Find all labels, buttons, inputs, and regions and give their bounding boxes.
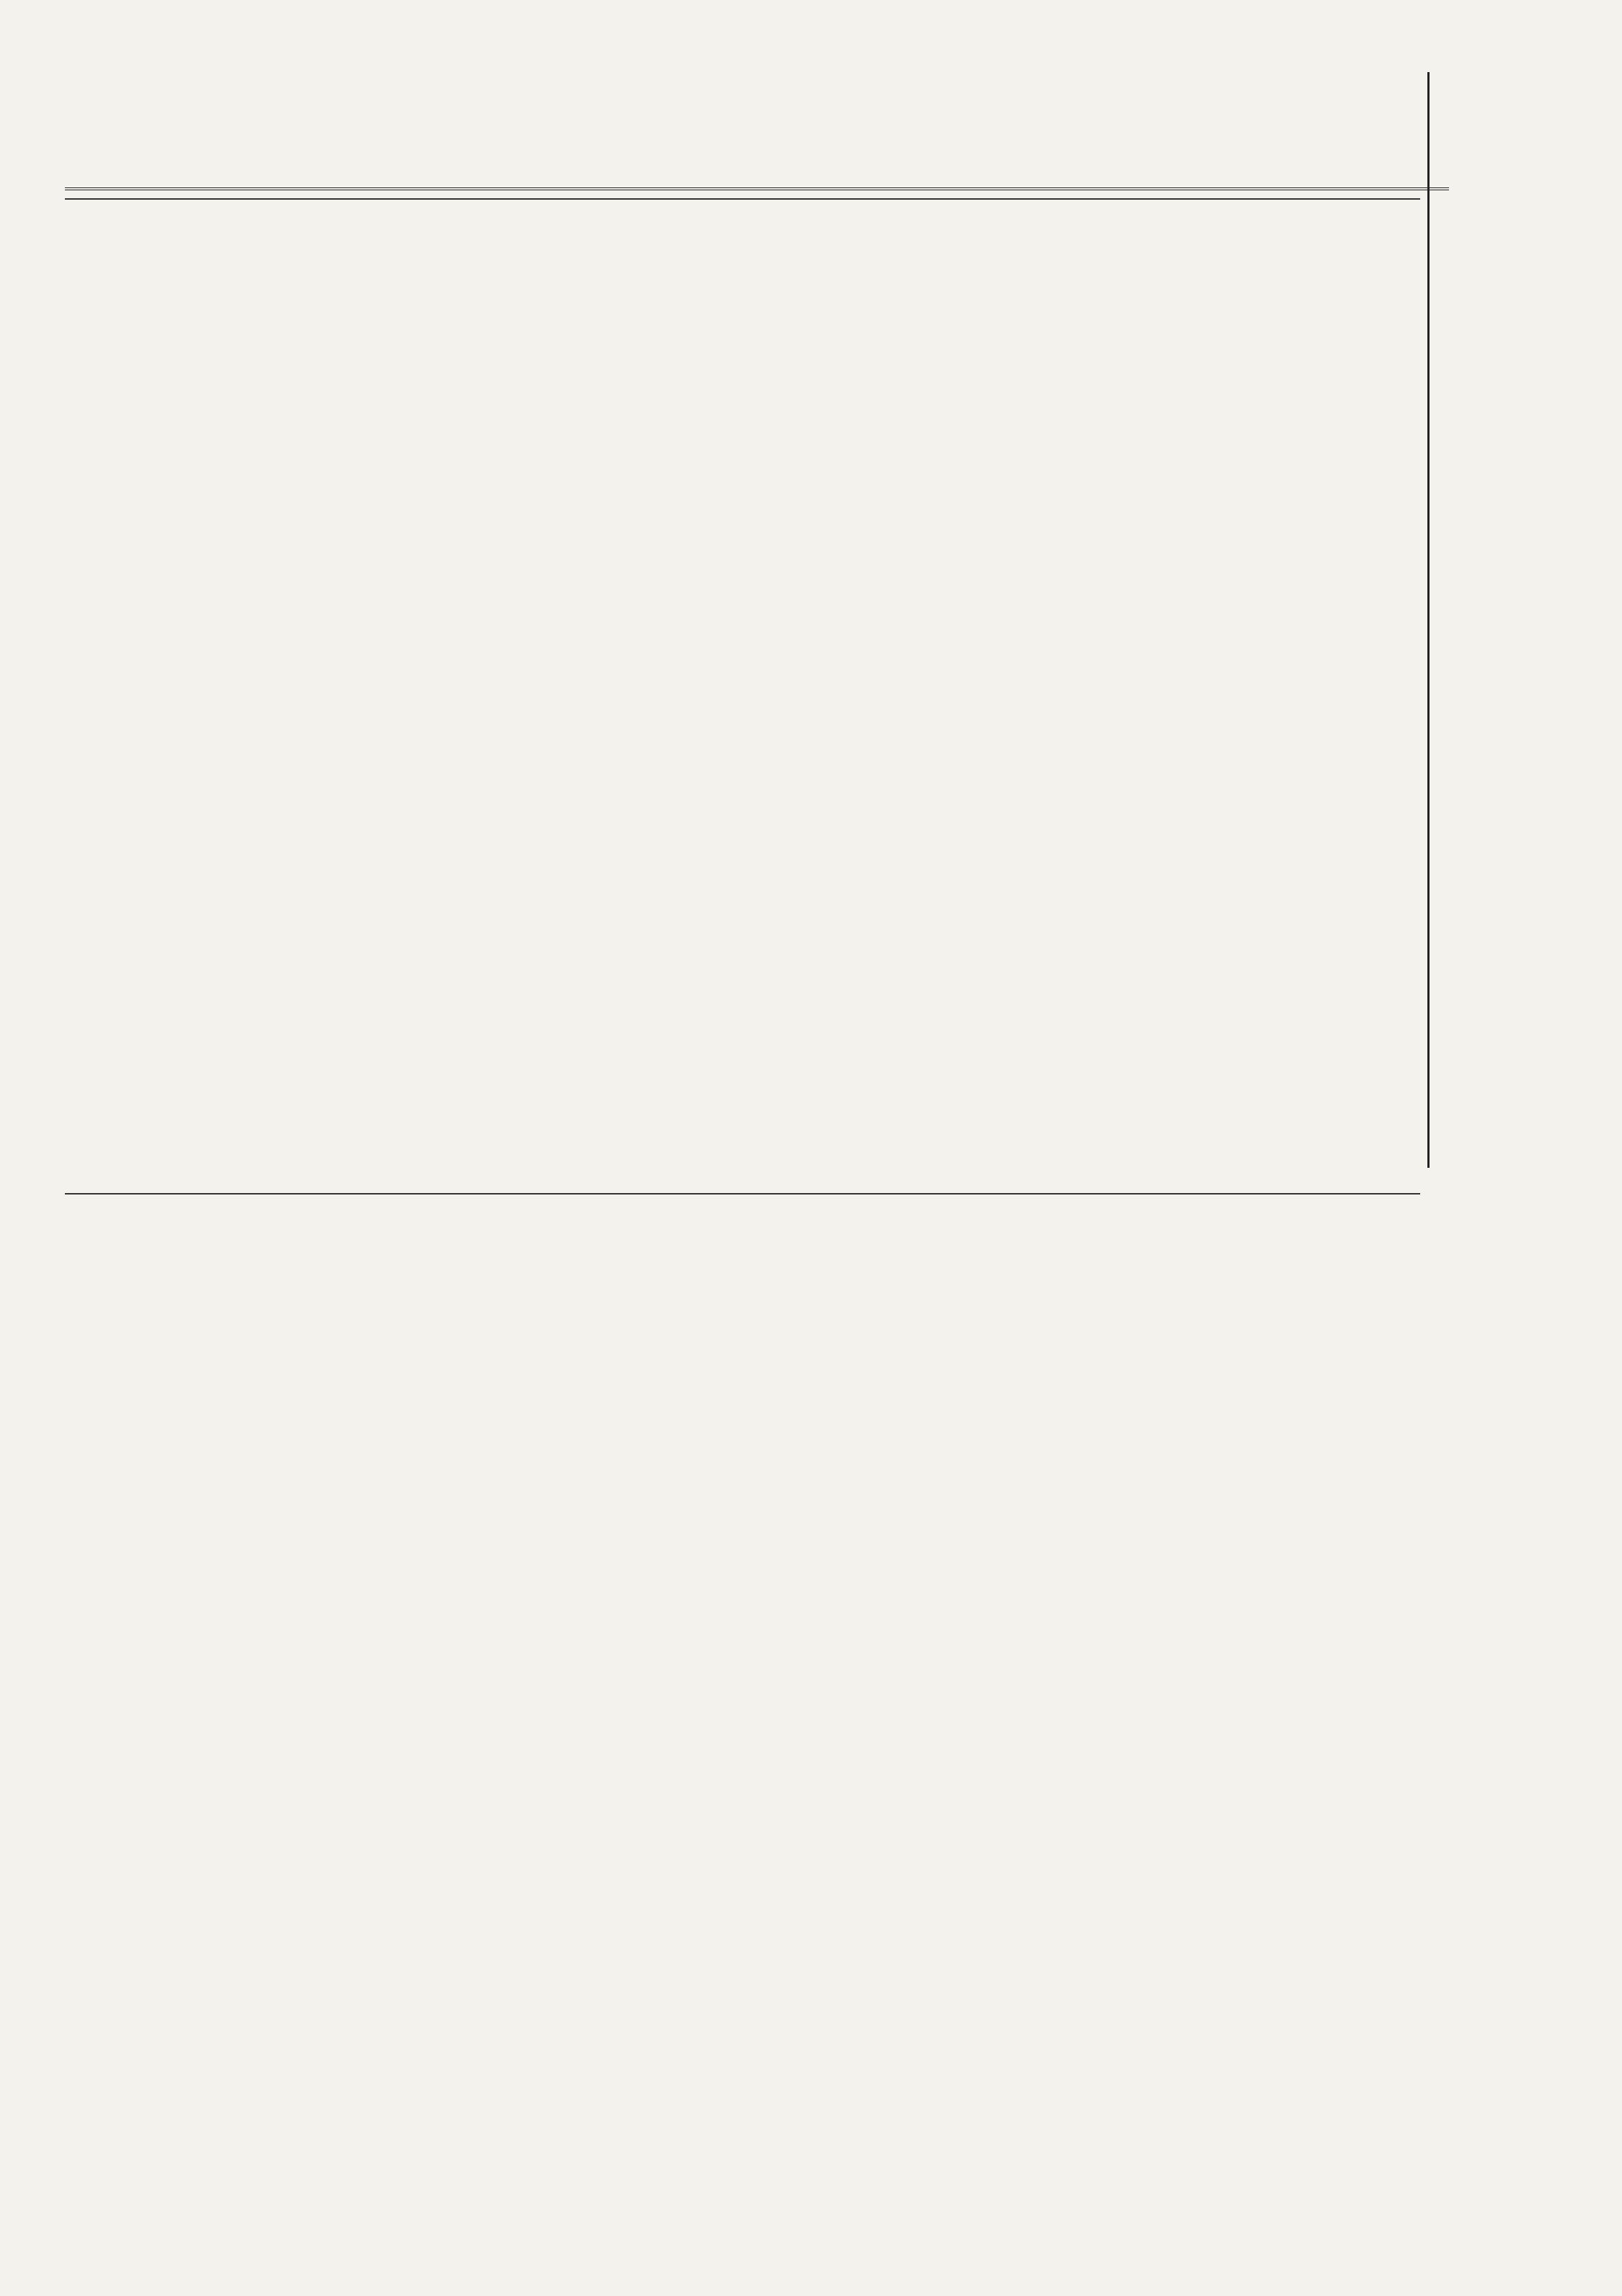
lower-band — [65, 1193, 1420, 2173]
article-columns — [65, 198, 1420, 2173]
masthead — [65, 137, 1449, 190]
public-notice — [1427, 72, 1586, 1168]
upper-band — [65, 198, 1420, 1179]
